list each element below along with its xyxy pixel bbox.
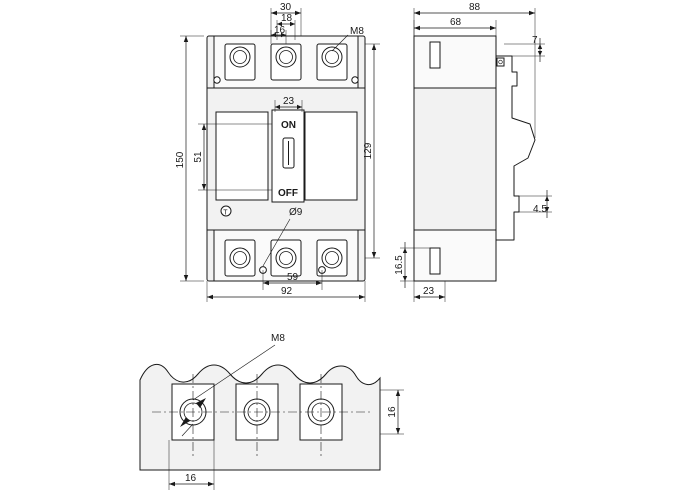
dim-lower-step: 4.5 (533, 204, 547, 215)
side-accessory-profile (496, 56, 535, 240)
bottom-terminal-hole-1 (230, 248, 250, 268)
arrow-165-top (403, 248, 407, 253)
front-pole-window-right (305, 112, 357, 200)
front-view-group (207, 26, 365, 281)
dim-body-height: 129 (363, 142, 374, 160)
side-bottom-terminal-pad (430, 248, 440, 274)
arrow-23base-right (439, 295, 445, 299)
dim-overall-width: 92 (281, 286, 293, 297)
arrow-88-right (529, 11, 535, 15)
arrow-16h-right (208, 482, 214, 486)
side-terminal-detail (497, 58, 504, 66)
dim-overall-height: 150 (175, 151, 186, 169)
dim-body-depth: 68 (450, 17, 462, 28)
front-mount-hole-top-left (214, 77, 220, 83)
arrow-51-top (202, 124, 206, 130)
arrow-51-bottom (202, 184, 206, 190)
bottom-terminal-hole-3 (322, 248, 342, 268)
top-terminal-hole-2 (276, 47, 296, 67)
dim-top-hole-span: 30 (280, 2, 292, 13)
dim-front-projection: 7 (532, 35, 538, 46)
front-top-terminals (225, 44, 347, 80)
arrow-16v-bottom (396, 428, 400, 434)
arrow-88-left (414, 11, 420, 15)
top-terminal-hole-3 (322, 47, 342, 67)
arrow-165-bottom (403, 276, 407, 281)
dim-overall-depth: 88 (469, 2, 481, 13)
dim-mount-hole-pitch: 59 (287, 272, 299, 283)
arrow-150-bottom (184, 275, 188, 281)
dim-base-height: 16.5 (394, 255, 405, 275)
arrow-92-left (207, 295, 213, 299)
side-top-terminal-pad (430, 42, 440, 68)
arrow-7-bottom (538, 51, 542, 56)
arrow-68-right (490, 26, 496, 30)
arrow-30-left (271, 11, 277, 15)
front-bottom-terminals (225, 240, 347, 276)
top-terminal-hole-1 (230, 47, 250, 67)
side-top-block (414, 36, 496, 88)
dim-base-depth: 23 (423, 286, 435, 297)
front-pole-window-left (216, 112, 268, 200)
side-bottom-block (414, 230, 496, 281)
arrow-30-right (295, 11, 301, 15)
terminal-detail-group (140, 333, 404, 490)
arrow-129-top (372, 44, 376, 50)
m8-label-detail: M8 (271, 333, 285, 344)
arrow-150-top (184, 36, 188, 42)
dim-hole-pitch-vertical: 16 (387, 406, 398, 418)
arrow-129-bottom (372, 252, 376, 258)
arrow-16h-left (169, 482, 175, 486)
arrow-92-right (359, 295, 365, 299)
handle-off-label: OFF (278, 188, 298, 199)
side-view-group (414, 36, 535, 281)
arrow-16v-top (396, 390, 400, 396)
dim-handle-height: 51 (193, 151, 204, 163)
front-mount-hole-top-right (352, 77, 358, 83)
arrow-68-left (414, 26, 420, 30)
handle-on-label: ON (281, 120, 296, 131)
dim-edge-distance: 16 (185, 473, 197, 484)
hole-diameter-label: Ø9 (289, 207, 303, 218)
dim-handle-width: 23 (283, 96, 295, 107)
arrow-23base-left (414, 295, 420, 299)
bottom-terminal-hole-2 (276, 248, 296, 268)
arrow-7-top (538, 44, 542, 49)
arrow-45-top (545, 196, 549, 201)
m8-label-front: M8 (350, 26, 364, 37)
dim-terminal-pitch-top: 16 (274, 25, 286, 36)
test-button-label: T (223, 209, 228, 217)
dim-top-inner-span: 18 (281, 13, 293, 24)
